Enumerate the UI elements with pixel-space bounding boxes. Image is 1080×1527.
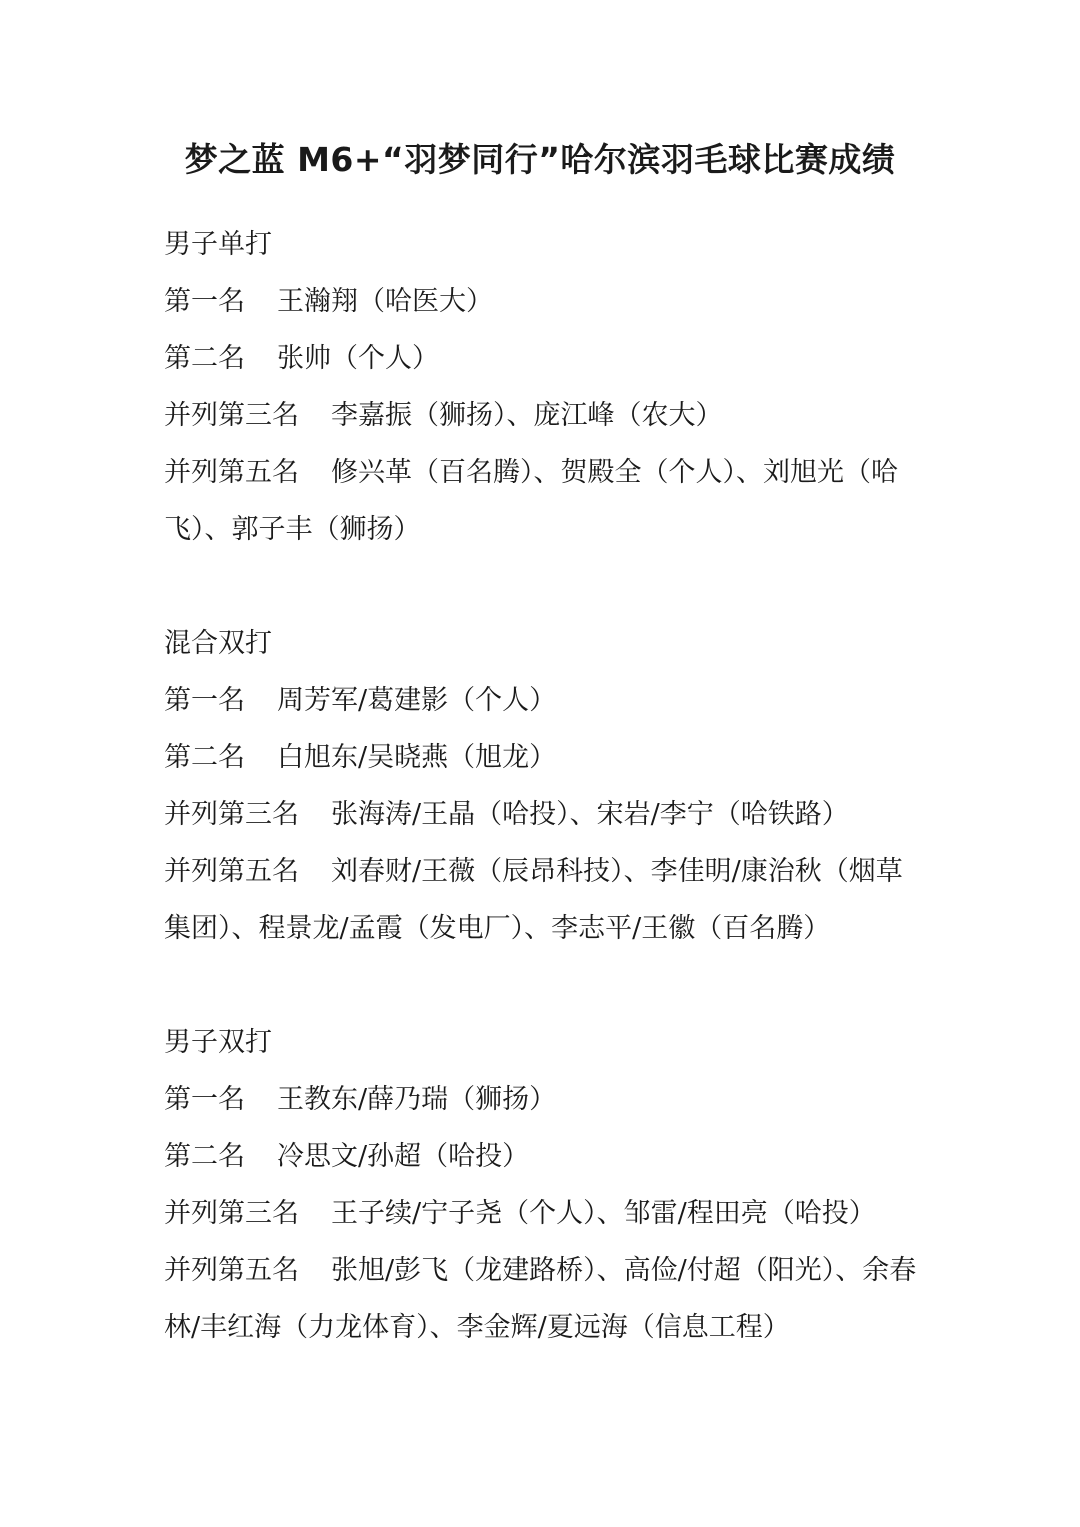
document-title: 梦之蓝 M6+“羽梦同行”哈尔滨羽毛球比赛成绩 xyxy=(184,140,896,179)
winner-names: 周芳军/葛建影（个人） xyxy=(277,685,557,716)
result-line xyxy=(164,729,924,786)
winner-names: 王子续/宁子尧（个人）、邹雷/程田亮（哈投） xyxy=(331,1198,876,1229)
result-line xyxy=(164,1128,924,1185)
result-line xyxy=(164,672,924,729)
result-line xyxy=(164,1242,924,1356)
result-line xyxy=(164,843,924,957)
result-line xyxy=(164,330,924,387)
rank-label: 第二名 xyxy=(164,742,245,773)
rank-label: 并列第三名 xyxy=(164,1198,299,1229)
rank-label: 第一名 xyxy=(164,1084,245,1115)
section-mens-doubles xyxy=(164,1014,924,1356)
winner-names: 白旭东/吴晓燕（旭龙） xyxy=(277,742,557,773)
section-heading: 男子单打 xyxy=(164,229,272,260)
result-line xyxy=(164,786,924,843)
section-heading: 男子双打 xyxy=(164,1027,272,1058)
rank-label: 并列第三名 xyxy=(164,400,299,431)
rank-label: 第一名 xyxy=(164,286,245,317)
winner-names: 张海涛/王晶（哈投）、宋岩/李宁（哈铁路） xyxy=(331,799,849,830)
result-line xyxy=(164,273,924,330)
rank-label: 并列第五名 xyxy=(164,1255,299,1286)
winner-names: 刘春财/王薇（辰昂科技）、李佳明/康治秋（烟草集团）、程景龙/孟霞（发电厂）、李志平/王徽（百名腾） xyxy=(164,856,903,944)
rank-label: 并列第三名 xyxy=(164,799,299,830)
rank-label: 第二名 xyxy=(164,343,245,374)
winner-names: 张旭/彭飞（龙建路桥）、高俭/付超（阳光）、余春林/丰红海（力龙体育）、李金辉/夏远海（信息工程） xyxy=(164,1255,917,1343)
winner-names: 修兴革（百名腾）、贺殿全（个人）、刘旭光（哈飞）、郭子丰（狮扬） xyxy=(164,457,898,545)
section-mixed-doubles xyxy=(164,615,924,957)
winner-names: 冷思文/孙超（哈投） xyxy=(277,1141,530,1172)
winner-names: 李嘉振（狮扬）、庞江峰（农大） xyxy=(331,400,723,431)
section-mens-singles xyxy=(164,216,924,558)
rank-label: 并列第五名 xyxy=(164,856,299,887)
section-heading: 混合双打 xyxy=(164,628,272,659)
winner-names: 王瀚翔（哈医大） xyxy=(277,286,493,317)
results-body xyxy=(164,216,924,1356)
result-line xyxy=(164,1071,924,1128)
result-line xyxy=(164,444,924,558)
winner-names: 张帅（个人） xyxy=(277,343,439,374)
result-line xyxy=(164,387,924,444)
rank-label: 第二名 xyxy=(164,1141,245,1172)
result-line xyxy=(164,1185,924,1242)
winner-names: 王教东/薛乃瑞（狮扬） xyxy=(277,1084,557,1115)
rank-label: 并列第五名 xyxy=(164,457,299,488)
rank-label: 第一名 xyxy=(164,685,245,716)
